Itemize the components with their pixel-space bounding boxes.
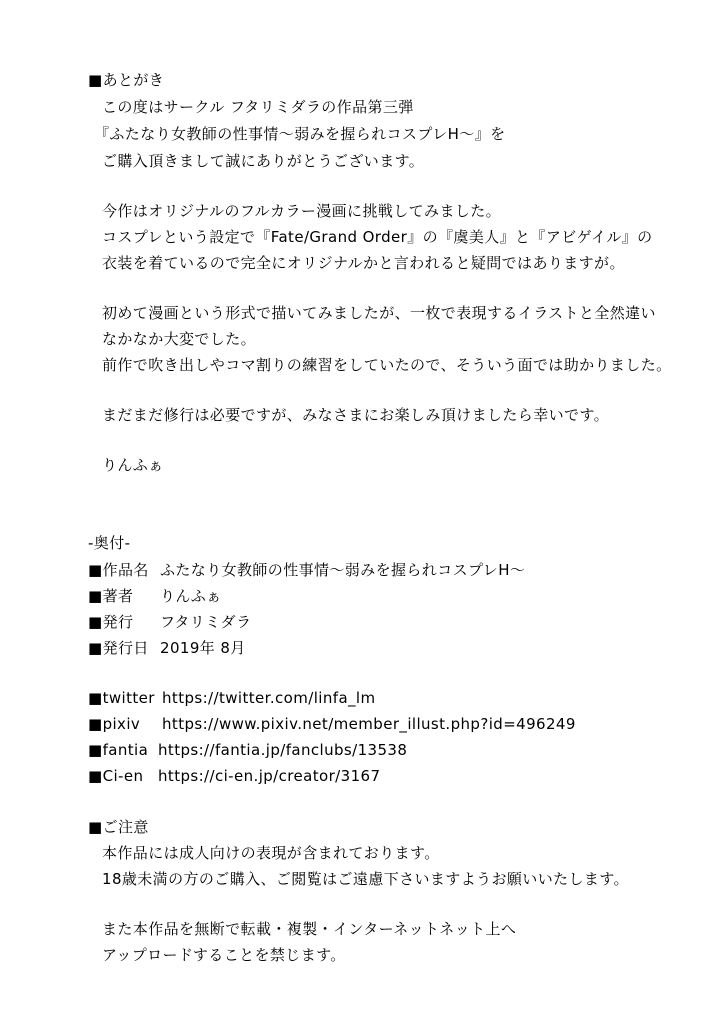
colophon-row-author xyxy=(88,586,222,606)
colophon-row-date xyxy=(88,638,246,658)
link-row-ci-en xyxy=(88,766,381,786)
afterword-line: 『ふたなり女教師の性事情〜弱みを握られコスプレH〜』を xyxy=(94,125,506,143)
afterword-line: 今作はオリジナルのフルカラー漫画に挑戦してみました。 xyxy=(102,202,502,220)
afterword-line: まだまだ修行は必要ですが、みなさまにお楽しみ頂けましたら幸いです。 xyxy=(102,406,610,424)
colophon-row-publisher xyxy=(88,612,252,632)
colophon-value: ふたなり女教師の性事情〜弱みを握られコスプレH〜 xyxy=(160,561,526,579)
colophon-label: ■発行 xyxy=(88,613,134,631)
colophon-value: 2019年 8月 xyxy=(160,639,246,657)
link-row-twitter xyxy=(88,688,376,708)
notice-line: アップロードすることを禁じます。 xyxy=(102,946,346,964)
link-row-pixiv xyxy=(88,714,576,734)
afterword-signature: りんふぁ xyxy=(102,456,164,474)
colophon-label: ■著者 xyxy=(88,587,134,605)
notice-heading: ■ご注意 xyxy=(88,818,149,836)
afterword-heading: ■あとがき xyxy=(88,71,165,89)
notice-line: また本作品を無断で転載・複製・インターネットネット上へ xyxy=(102,920,517,938)
afterword-line: ご購入頂きまして誠にありがとうございます。 xyxy=(102,152,425,170)
link-label: ■Ci-en xyxy=(88,767,144,785)
colophon-value: フタリミダラ xyxy=(160,613,252,631)
afterword-line: コスプレという設定で『Fate/Grand Order』の『虞美人』と『アビゲイル』の xyxy=(102,228,653,246)
afterword-line: なかなか大変でした。 xyxy=(102,330,257,348)
colophon-label: ■作品名 xyxy=(88,561,149,579)
twitter-link[interactable]: https://twitter.com/linfa_lm xyxy=(162,689,376,707)
notice-line: 本作品には成人向けの表現が含まれております。 xyxy=(102,844,440,862)
link-row-fantia xyxy=(88,740,408,760)
link-label: ■pixiv xyxy=(88,715,141,733)
colophon-label: ■発行日 xyxy=(88,639,149,657)
afterword-line: 初めて漫画という形式で描いてみましたが、一枚で表現するイラストと全然違い xyxy=(102,304,656,322)
colophon-value: りんふぁ xyxy=(160,587,222,605)
afterword-line: 衣装を着ているので完全にオリジナルかと言われると疑問ではありますが。 xyxy=(102,254,625,272)
pixiv-link[interactable]: https://www.pixiv.net/member_illust.php?id=496249 xyxy=(162,715,576,733)
afterword-line: 前作で吹き出しやコマ割りの練習をしていたので、そういう面では助かりました。 xyxy=(102,356,672,374)
link-label: ■fantia xyxy=(88,741,149,759)
notice-line: 18歳未満の方のご購入、ご閲覧はご遠慮下さいますようお願いいたします。 xyxy=(102,870,629,888)
link-label: ■twitter xyxy=(88,689,155,707)
fantia-link[interactable]: https://fantia.jp/fanclubs/13538 xyxy=(158,741,408,759)
colophon-row-title xyxy=(88,560,526,580)
ci-en-link[interactable]: https://ci-en.jp/creator/3167 xyxy=(158,767,381,785)
afterword-line: この度はサークル フタリミダラの作品第三弾 xyxy=(102,98,414,116)
colophon-heading: -奥付- xyxy=(88,534,131,552)
